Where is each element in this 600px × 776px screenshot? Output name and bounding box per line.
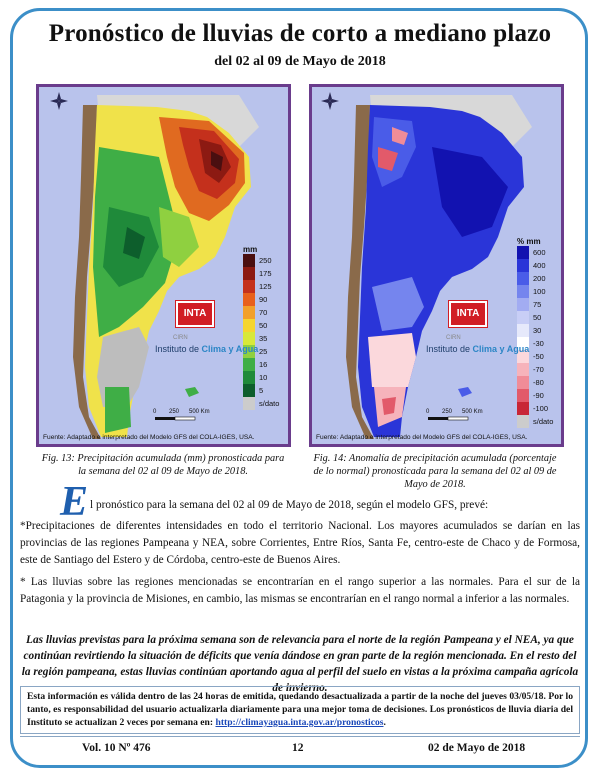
legend-entry — [243, 371, 279, 384]
legend-entry — [517, 298, 553, 311]
figure-14-caption: Fig. 14: Anomalía de precipitación acumulada (porcentaje de lo normal) pronosticada para la semana del 02 al 09 de Mayo de 2018. — [313, 453, 557, 490]
legend-swatch — [517, 259, 529, 272]
legend-swatch — [243, 293, 255, 306]
page-number: 12 — [292, 742, 304, 754]
validity-notice — [20, 686, 580, 734]
paragraph-precipitation: *Precipitaciones de diferentes intensidades en todo el territorio Nacional. Los mayores acumulados se darían en las provincias de las regiones Pampeana y NEA, sobre Corrientes, Entre Ríos, Santa Fe, centro-este de Chaco y de Formosa, este de Santiago del Estero y de Córdoba, centro-este de Buenos Aires. — [20, 520, 580, 566]
legend-label: 125 — [259, 282, 272, 291]
legend-swatch — [517, 246, 529, 259]
legend-swatch — [517, 415, 529, 428]
highlight-paragraph: Las lluvias previstas para la próxima semana son de relevancia para el norte de la región Pampeana y el NEA, ya que continúan revirtiendo la situación de déficits que venía dándose en gran parte de la región mencionada. En el resto del la región pampeana, estas lluvias continúan aportando agua al perfil del suelo en vistas a la próxima campaña agrícola de invierno. — [21, 634, 579, 694]
legend-label: 100 — [533, 287, 546, 296]
legend-label: -80 — [533, 378, 544, 387]
figure-13-caption: Fig. 13: Precipitación acumulada (mm) pronosticada para la semana del 02 al 09 de Mayo de 2018. — [41, 453, 285, 477]
legend-label: s/dato — [533, 417, 554, 426]
legend-label: 16 — [259, 360, 268, 369]
legend-label: 35 — [259, 334, 268, 343]
legend-label: s/dato — [259, 399, 280, 408]
scale-label-250: 250 — [442, 409, 453, 415]
scale-label-0: 0 — [153, 409, 157, 415]
legend-label: 5 — [259, 386, 264, 395]
legend-swatch — [517, 389, 529, 402]
legend-entry — [517, 363, 553, 376]
legend-entry — [243, 254, 279, 267]
legend-entry — [243, 280, 279, 293]
legend-entry — [517, 285, 553, 298]
inta-logo: INTA — [176, 301, 214, 327]
legend-label: -70 — [533, 365, 544, 374]
legend-rows — [243, 254, 279, 410]
legend-label: 200 — [533, 274, 546, 283]
map-source: Fuente: Adaptado e interpretado del Modelo GFS del COLA-IGES, USA. — [316, 434, 528, 441]
legend-label: -30 — [533, 339, 544, 348]
institute-label — [155, 344, 258, 354]
cirn-label: CIRN — [173, 335, 188, 341]
legend-label: 50 — [259, 321, 268, 330]
scale-label-250: 250 — [169, 409, 180, 415]
legend-label: -100 — [533, 404, 549, 413]
legend-entry — [517, 311, 553, 324]
legend-swatch — [243, 384, 255, 397]
volume-number: Vol. 10 Nº 476 — [82, 742, 151, 754]
legend-entry — [517, 376, 553, 389]
inta-logo: INTA — [449, 301, 487, 327]
page-title: Pronóstico de lluvias de corto a mediano plazo — [48, 20, 552, 47]
legend-rows — [517, 246, 553, 428]
legend-entry — [517, 259, 553, 272]
legend-entry — [517, 402, 553, 415]
scale-label-500: 500 Km — [189, 409, 210, 415]
legend-label: 90 — [259, 295, 268, 304]
legend-label: 175 — [259, 269, 272, 278]
legend-swatch — [517, 376, 529, 389]
scale-bar — [155, 417, 195, 420]
institute-label — [426, 344, 529, 354]
legend-unit: mm — [243, 245, 258, 254]
scale-label-500: 500 Km — [462, 409, 483, 415]
legend-label: 75 — [533, 300, 542, 309]
intro-paragraph: l pronóstico para la semana del 02 al 09 de Mayo de 2018, según el modelo GFS, prevé: — [90, 499, 489, 511]
malvinas-islands — [185, 387, 199, 397]
legend-swatch — [243, 280, 255, 293]
institute-prefix: Instituto de — [426, 344, 471, 354]
drop-cap: E — [60, 479, 89, 525]
compass-rose-icon — [321, 92, 339, 110]
notice-end: . — [383, 717, 386, 728]
legend-label: 10 — [259, 373, 268, 382]
legend-entry — [243, 319, 279, 332]
legend-swatch — [243, 267, 255, 280]
legend-entry — [517, 415, 553, 428]
anomaly-legend — [517, 237, 553, 428]
legend-label: -90 — [533, 391, 544, 400]
legend-swatch — [243, 397, 255, 410]
legend-label: 50 — [533, 313, 542, 322]
legend-swatch — [517, 285, 529, 298]
paragraph-normals: * Las lluvias sobre las regiones mencionadas se encontrarían en el rango superior a las normales. Para el sur de la Patagonia y la provincia de Misiones, en cambio, las mismas se encontrarían en el rango normal a inferior a las normales. — [20, 576, 580, 605]
legend-swatch — [517, 298, 529, 311]
page-subtitle: del 02 al 09 de Mayo de 2018 — [214, 54, 386, 69]
legend-entry — [243, 397, 279, 410]
legend-label: 25 — [259, 347, 268, 356]
precipitation-legend — [243, 245, 279, 410]
institute-name: Clima y Agua — [472, 344, 530, 354]
legend-label: -50 — [533, 352, 544, 361]
legend-label: 70 — [259, 308, 268, 317]
legend-unit: % mm — [517, 237, 541, 246]
legend-swatch — [517, 402, 529, 415]
institute-name: Clima y Agua — [201, 344, 259, 354]
legend-entry — [517, 389, 553, 402]
legend-swatch — [517, 272, 529, 285]
scale-bar — [428, 417, 468, 420]
scale-label-0: 0 — [426, 409, 430, 415]
legend-swatch — [243, 254, 255, 267]
malvinas-islands — [458, 387, 472, 397]
precipitation-map-panel — [36, 84, 291, 447]
legend-swatch — [243, 306, 255, 319]
compass-rose-icon — [50, 92, 68, 110]
map-source: Fuente: Adaptado e interpretado del Modelo GFS del COLA-IGES, USA. — [43, 434, 255, 441]
legend-label: 400 — [533, 261, 546, 270]
institute-prefix: Instituto de — [155, 344, 200, 354]
legend-entry — [243, 267, 279, 280]
page-footer — [20, 736, 580, 759]
legend-entry — [517, 324, 553, 337]
legend-label: 250 — [259, 256, 272, 265]
notice-text: Esta información es válida dentro de las 24 horas de emitida, quedando desactualizada a partir de la noche del jueves 03/05/18. Por lo tanto, es responsabilidad del usuario actualizarla diariamente para una mejor toma de decisiones. Los pronósticos de lluvia diaria del Instituto se actualizan 2 veces por semana en: — [27, 691, 573, 728]
legend-label: 600 — [533, 248, 546, 257]
legend-swatch — [243, 319, 255, 332]
legend-entry — [517, 246, 553, 259]
legend-entry — [243, 358, 279, 371]
legend-entry — [243, 384, 279, 397]
issue-date: 02 de Mayo de 2018 — [428, 742, 526, 754]
legend-swatch — [243, 358, 255, 371]
legend-swatch — [517, 363, 529, 376]
forecast-link[interactable]: http://climayagua.inta.gov.ar/pronosticos — [215, 717, 384, 728]
legend-swatch — [243, 371, 255, 384]
legend-swatch — [517, 324, 529, 337]
legend-entry — [243, 306, 279, 319]
legend-label: 30 — [533, 326, 542, 335]
anomaly-map-panel — [309, 84, 564, 447]
cirn-label: CIRN — [446, 335, 461, 341]
legend-entry — [517, 272, 553, 285]
legend-entry — [243, 293, 279, 306]
legend-swatch — [517, 311, 529, 324]
